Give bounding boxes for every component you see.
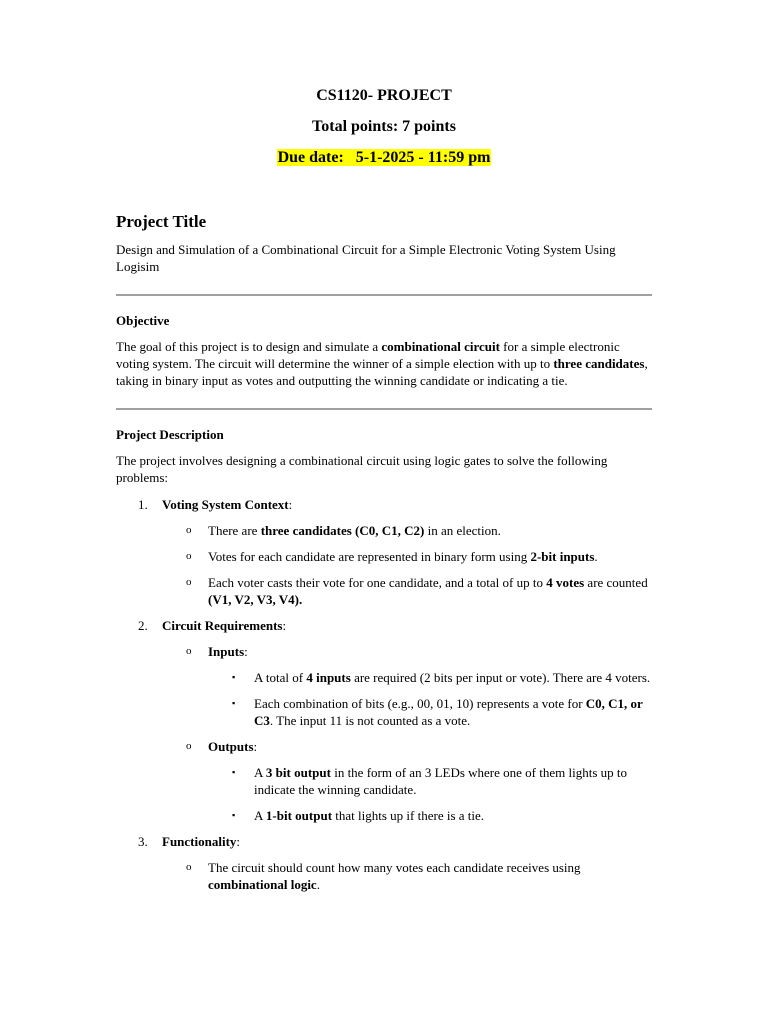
description-intro: The project involves designing a combinational circuit using logic gates to solve the following problems:	[116, 453, 608, 485]
list-number: 3.	[138, 834, 148, 849]
bold-run: C0, C1, or C3	[254, 696, 643, 728]
text-run: are required (2 bits per input or vote). There are 4 voters.	[350, 670, 651, 685]
horizontal-rule	[116, 408, 652, 410]
bold-run: three candidates	[553, 356, 645, 371]
list-item	[116, 833, 652, 893]
course-title: CS1120- PROJECT	[316, 87, 452, 104]
sub-list-item: o Outputs: ▪ A 3 bit output in the form of an 3 LEDs where one of them lights up to indicate the winning candidate. ▪ A 1-bit output that lights up if there is a tie.	[162, 738, 652, 824]
bold-run: three candidates (C0, C1, C2)	[260, 523, 425, 538]
text-run: in the form of an 3 LEDs where one of them lights up to indicate the winning candidate.	[254, 765, 628, 797]
text-run: A	[254, 765, 266, 780]
text-run: for a simple electronic voting system. The circuit will determine the winner of a simple election with up to	[116, 339, 620, 371]
sub-list-item	[162, 859, 652, 893]
list-number: 2.	[138, 618, 148, 633]
text-run: A total of	[254, 670, 307, 685]
text-run: are counted	[584, 575, 648, 590]
sub-list	[162, 643, 652, 824]
bold-run: combinational logic	[208, 877, 317, 892]
item-label: Voting System Context	[162, 497, 289, 512]
project-title-text: Design and Simulation of a Combinational Circuit for a Simple Electronic Voting System Using Logisim	[116, 242, 616, 274]
bold-run: 4 votes	[546, 575, 585, 590]
project-title-heading: Project Title	[116, 212, 207, 231]
square-bullet-icon: ▪	[232, 810, 236, 820]
text-run: , taking in binary input as votes and outputting the winning candidate or indicating a tie.	[116, 356, 648, 388]
square-bullet-icon: ▪	[232, 698, 236, 708]
text-run: :	[236, 834, 241, 849]
text-run: :	[282, 618, 287, 633]
item-label: Functionality	[162, 834, 237, 849]
circle-bullet-icon: o	[186, 576, 192, 588]
text-run: The goal of this project is to design and simulate a	[116, 339, 382, 354]
circle-bullet-icon: o	[186, 524, 192, 536]
bold-run: 2-bit inputs	[530, 549, 595, 564]
sub-sub-list-item	[208, 669, 652, 686]
total-points: Total points: 7 points	[312, 118, 456, 135]
text-run: in an election.	[424, 523, 501, 538]
requirements-list	[116, 496, 652, 893]
description-heading: Project Description	[116, 427, 224, 442]
bold-run: Inputs	[208, 644, 245, 659]
sub-list-item	[162, 574, 652, 608]
bold-run: 3 bit output	[265, 765, 331, 780]
text-run: There are	[208, 523, 261, 538]
text-run: :	[288, 497, 293, 512]
circle-bullet-icon: o	[186, 861, 192, 873]
square-bullet-icon: ▪	[232, 672, 236, 682]
text-run: Votes for each candidate are represented in binary form using	[208, 549, 531, 564]
sub-sub-list-item	[208, 807, 652, 824]
text-run: The circuit should count how many votes each candidate receives using	[208, 860, 581, 875]
bold-run: Outputs	[208, 739, 254, 754]
item-label: Circuit Requirements	[162, 618, 283, 633]
due-date-line	[0, 148, 768, 168]
bold-run: combinational circuit	[381, 339, 500, 354]
sub-sub-list	[208, 764, 652, 824]
sub-list-item: o Inputs: ▪ A total of 4 inputs are required (2 bits per input or vote). There are 4 voters. ▪ Each combination of bits (e.g., 00, 01, 10) represents a vote for C0, C1, or C3. The input 11 is not counted as a vote.	[186, 644, 651, 728]
sub-list-item	[162, 522, 652, 539]
objective-heading: Objective	[116, 313, 170, 328]
text-run: .	[316, 877, 320, 892]
document-header	[0, 86, 768, 168]
circle-bullet-icon: o	[186, 740, 192, 752]
circle-bullet-icon: o	[186, 550, 192, 562]
due-date-highlight: Due date: 5-1-2025 - 11:59 pm	[277, 149, 491, 166]
text-run: Each voter casts their vote for one candidate, and a total of up to	[208, 575, 547, 590]
objective-text	[116, 338, 652, 389]
text-run: A	[254, 808, 266, 823]
horizontal-rule	[116, 294, 652, 296]
list-number: 1.	[138, 497, 148, 512]
document-body	[116, 211, 652, 902]
text-run: . The input 11 is not counted as a vote.	[269, 713, 471, 728]
square-bullet-icon: ▪	[232, 767, 236, 777]
list-item	[116, 496, 652, 608]
text-run: that lights up if there is a tie.	[332, 808, 485, 823]
bold-run: (V1, V2, V3, V4).	[208, 592, 303, 607]
list-item	[116, 617, 652, 824]
sub-list	[162, 522, 652, 608]
circle-bullet-icon: o	[186, 645, 192, 657]
sub-sub-list	[208, 669, 652, 729]
sub-list-item	[162, 548, 652, 565]
text-run: Each combination of bits (e.g., 00, 01, 10) represents a vote for	[254, 696, 586, 711]
bold-run: 1-bit output	[265, 808, 333, 823]
sub-sub-list-item	[208, 695, 652, 729]
sub-list	[162, 859, 652, 893]
text-run: .	[594, 549, 598, 564]
sub-sub-list-item	[208, 764, 652, 798]
bold-run: 4 inputs	[306, 670, 351, 685]
